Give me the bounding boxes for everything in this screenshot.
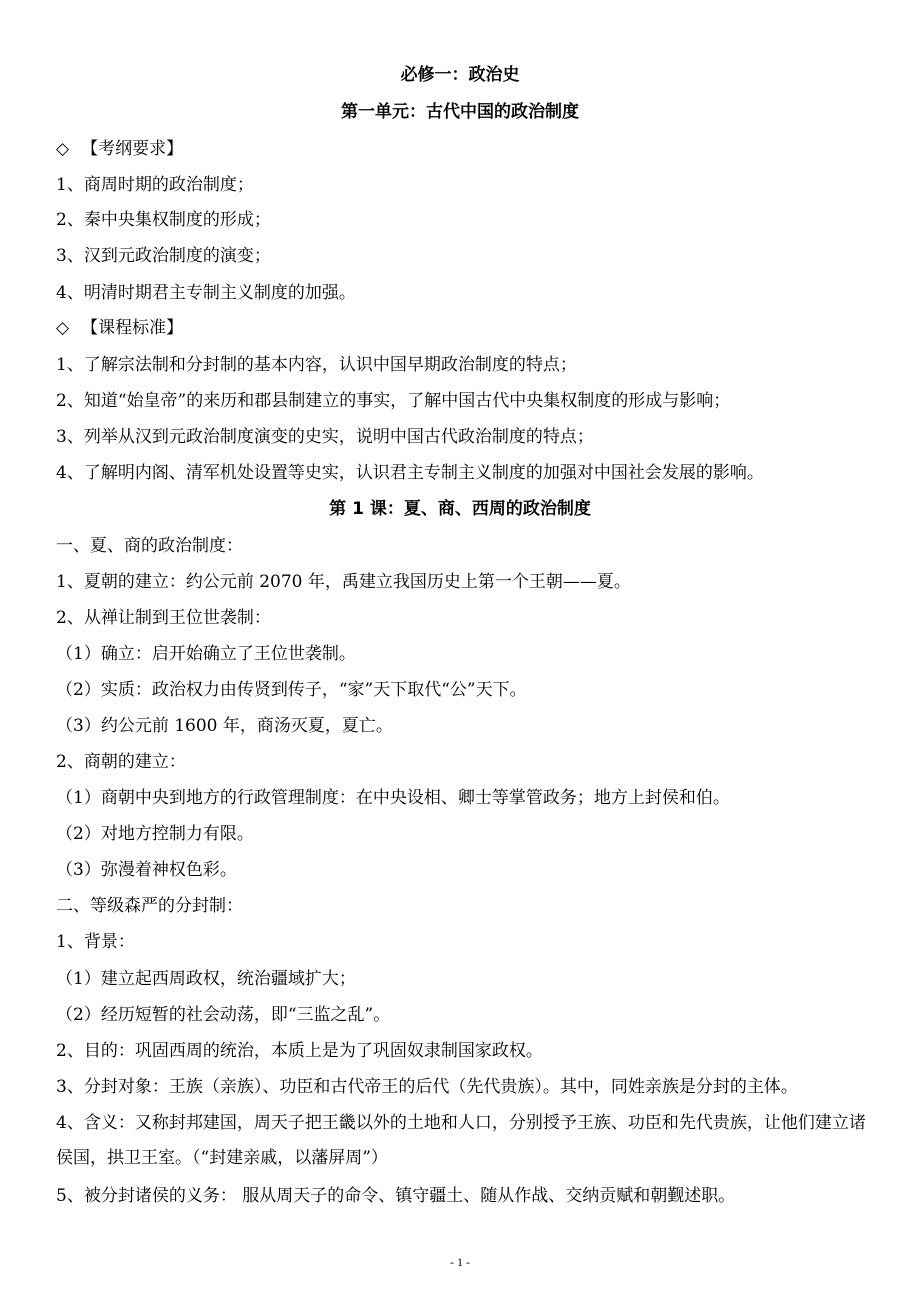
diamond-bullet-icon: ◇: [56, 139, 70, 159]
lesson-title: 第 1 课：夏、商、西周的政治制度: [329, 499, 591, 519]
curriculum-standards-heading-row: [56, 317, 868, 339]
exam-requirement-item: 2、秦中央集权制度的形成；: [56, 210, 271, 230]
lesson-line: （2）实质：政治权力由传贤到传子，“家”天下取代“公”天下。: [56, 680, 527, 700]
lesson-line: 2、商朝的建立：: [56, 752, 186, 772]
exam-requirement-item: 1、商周时期的政治制度；: [56, 175, 254, 195]
lesson-line: 2、从禅让制到王位世袭制：: [56, 608, 271, 628]
lesson-line: （3）约公元前 1600 年，商汤灭夏，夏亡。: [56, 716, 393, 736]
lesson-line: （2）经历短暂的社会动荡，即“三监之乱”。: [56, 1005, 391, 1025]
lesson-line: 1、背景：: [56, 932, 135, 952]
lesson-line: （3）弥漫着神权色彩。: [56, 860, 237, 880]
exam-requirement-item: 3、汉到元政治制度的演变；: [56, 246, 271, 266]
lesson-line: 2、目的：巩固西周的统治，本质上是为了巩固奴隶制国家政权。: [56, 1041, 543, 1061]
lesson-line: （1）商朝中央到地方的行政管理制度：在中央设相、卿士等掌管政务；地方上封侯和伯。: [56, 788, 730, 808]
lesson-section-heading: 一、夏、商的政治制度：: [56, 536, 243, 556]
curriculum-standard-item: 2、知道“始皇帝”的来历和郡县制建立的事实，了解中国古代中央集权制度的形成与影响；: [56, 391, 731, 411]
exam-requirement-item: 4、明清时期君主专制主义制度的加强。: [56, 283, 356, 303]
document-title: 必修一：政治史: [400, 65, 520, 85]
lesson-line: （2）对地方控制力有限。: [56, 824, 254, 844]
page-number: - 1 -: [450, 1255, 470, 1269]
lesson-line: 1、夏朝的建立：约公元前 2070 年，禹建立我国历史上第一个王朝——夏。: [56, 572, 631, 592]
lesson-line: （1）建立起西周政权，统治疆域扩大；: [56, 969, 356, 989]
curriculum-standard-item: 4、了解明内阁、清军机处设置等史实，认识君主专制主义制度的加强对中国社会发展的影响。: [56, 463, 764, 483]
curriculum-standard-item: 3、列举从汉到元政治制度演变的史实，说明中国古代政治制度的特点；: [56, 427, 594, 447]
lesson-line-wrapped: 4、含义：又称封邦建国，周天子把王畿以外的土地和人口，分别授予王族、功臣和先代贵族，让他们建立诸侯国，拱卫王室。（“封建亲戚，以藩屏周”）: [56, 1113, 866, 1168]
curriculum-standard-item: 1、了解宗法制和分封制的基本内容，认识中国早期政治制度的特点；: [56, 355, 577, 375]
exam-requirements-heading: 【考纲要求】: [81, 139, 184, 159]
exam-requirements-heading-row: [56, 138, 868, 160]
lesson-line: （1）确立：启开始确立了王位世袭制。: [56, 644, 356, 664]
lesson-line: 5、被分封诸侯的义务： 服从周天子的命令、镇守疆土、随从作战、交纳贡赋和朝觐述职。: [56, 1186, 736, 1206]
lesson-line: 3、分封对象：王族（亲族）、功臣和古代帝王的后代（先代贵族）。其中，同姓亲族是分封的主体。: [56, 1077, 798, 1097]
unit-title: 第一单元：古代中国的政治制度: [341, 102, 579, 122]
lesson-section-heading: 二、等级森严的分封制：: [56, 896, 243, 916]
curriculum-standards-heading: 【课程标准】: [81, 318, 184, 338]
diamond-bullet-icon: ◇: [56, 318, 70, 338]
